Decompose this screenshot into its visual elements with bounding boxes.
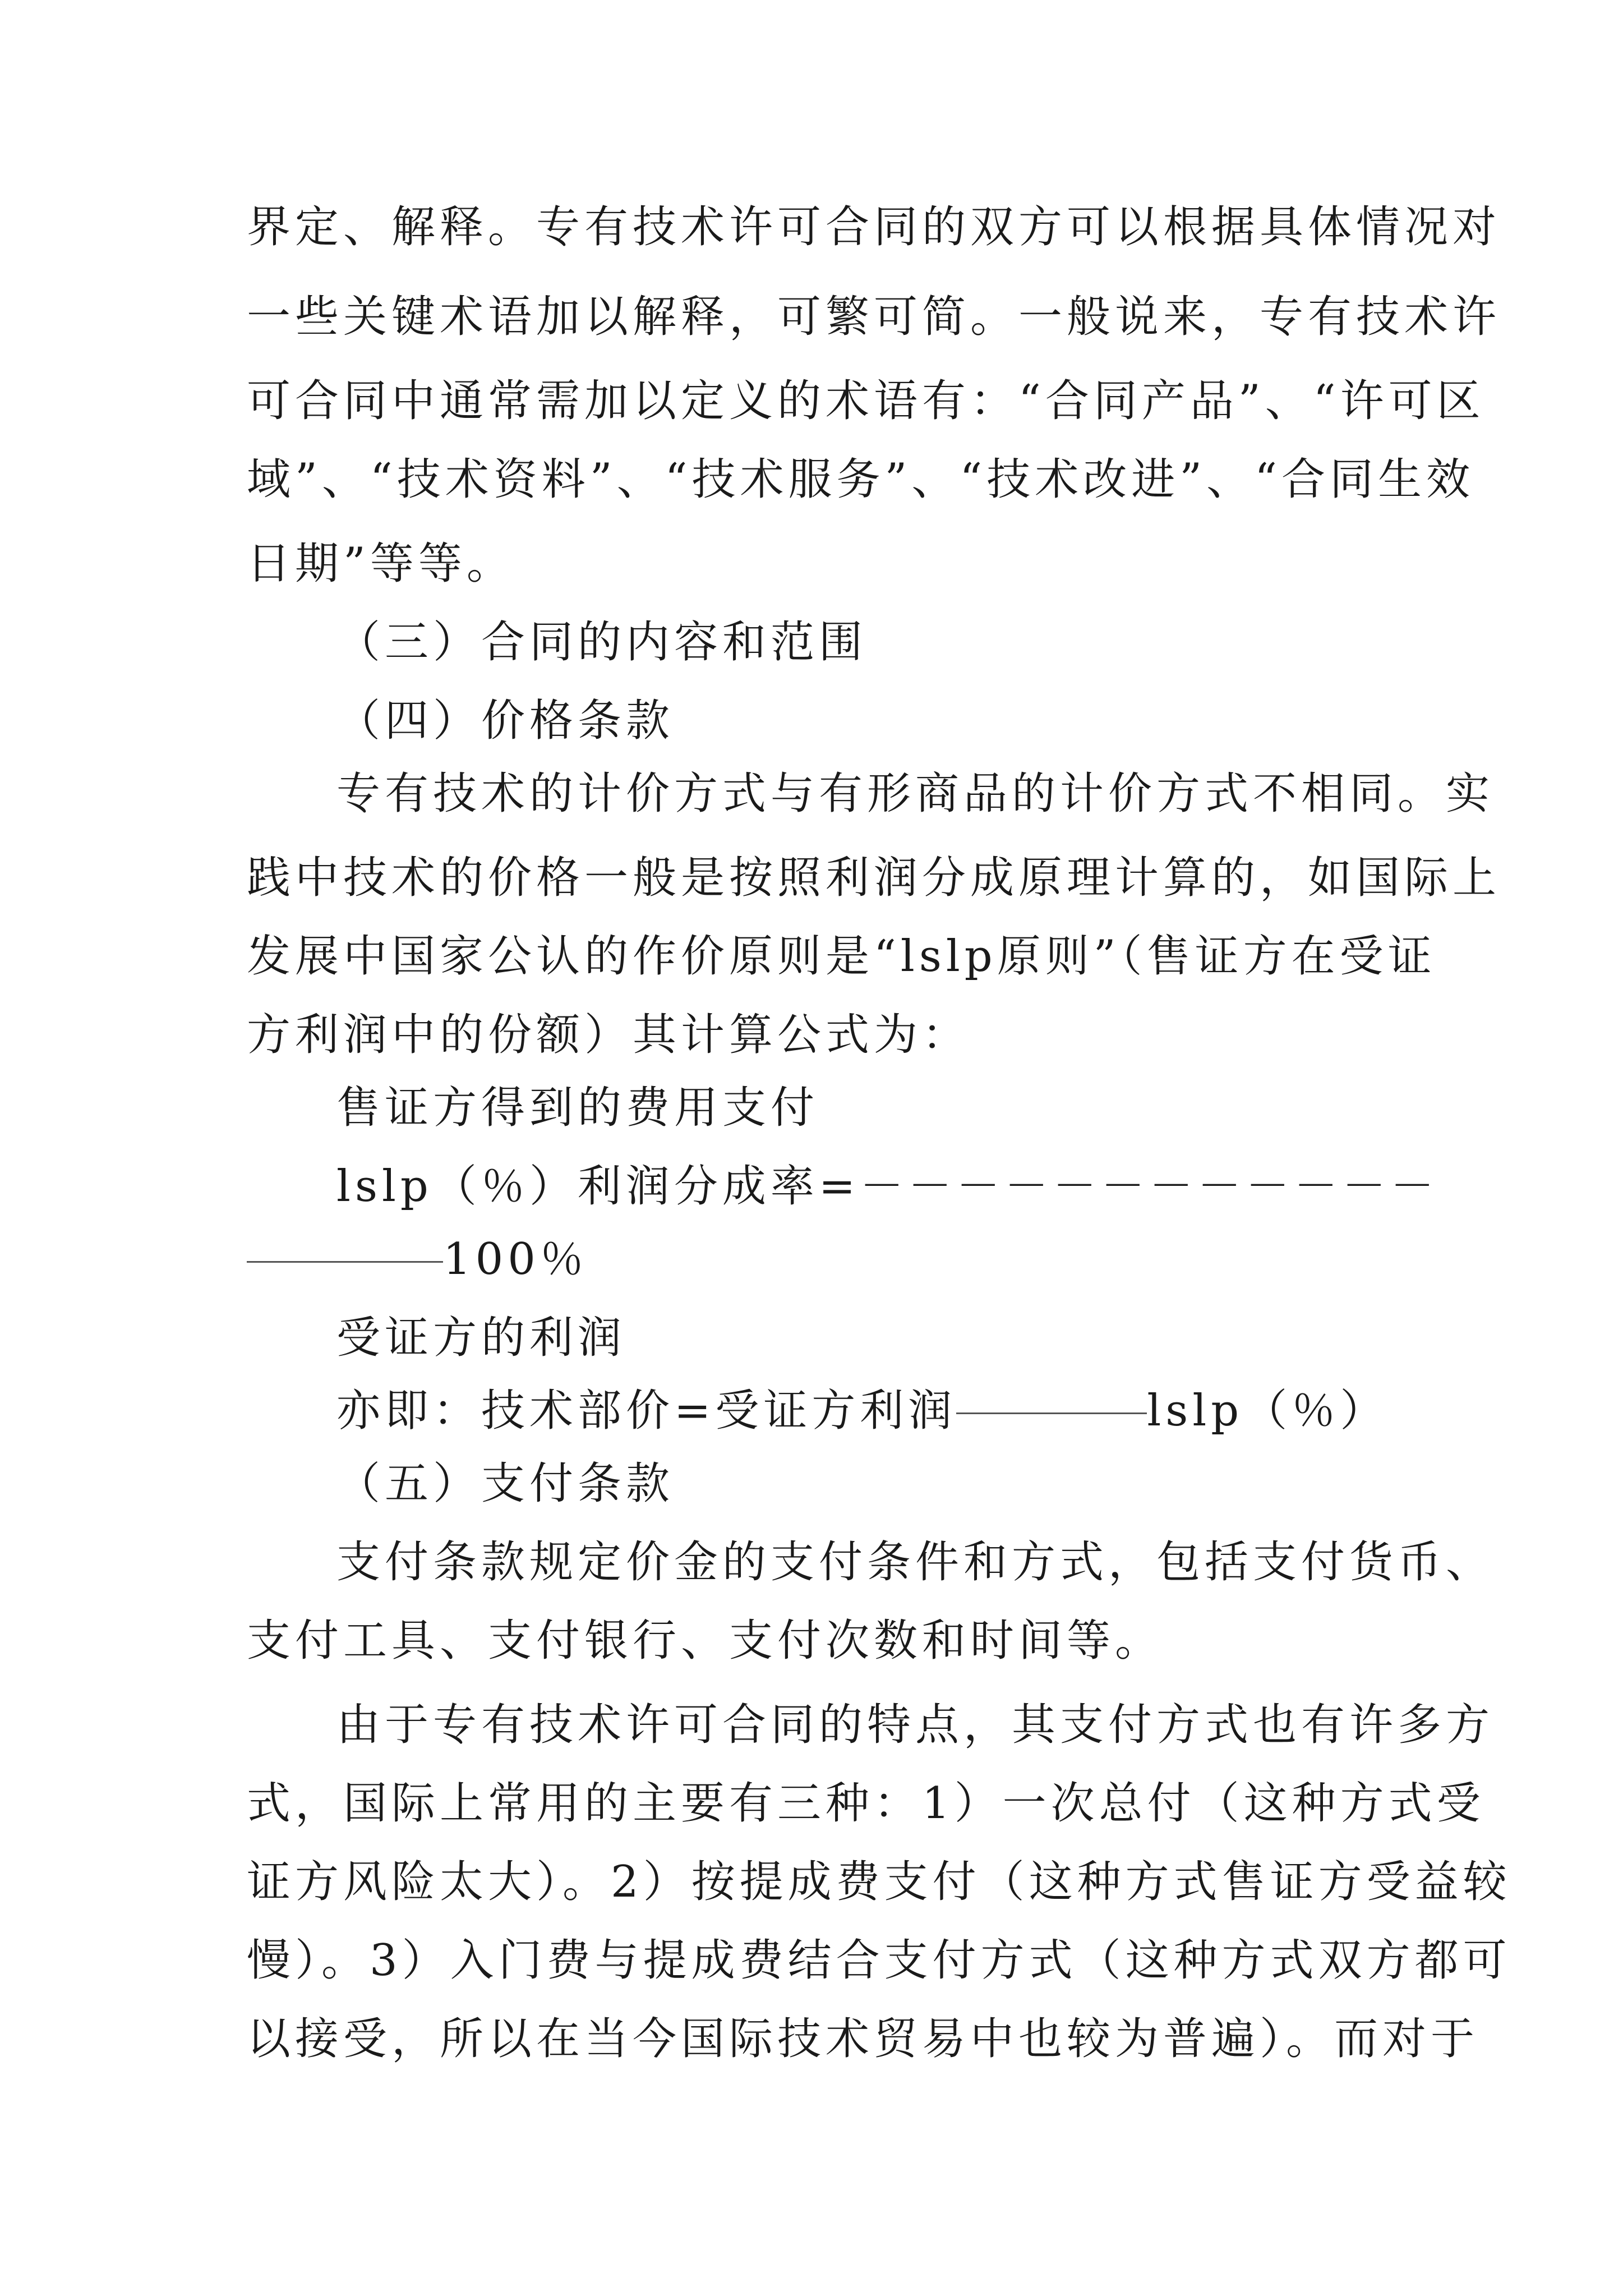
text-line: 域”、“技术资料”、“技术服务”、“技术改进”、“合同生效 [247, 454, 1475, 505]
section-heading: （三）合同的内容和范围 [336, 617, 868, 668]
text-line: 支付条款规定价金的支付条件和方式，包括支付货币、 [336, 1537, 1495, 1588]
formula-equivalent-rate: lslp（％） [1147, 1386, 1389, 1436]
formula-percent: 100％ [443, 1234, 588, 1285]
text-line: 界定、解释。专有技术许可合同的双方可以根据具体情况对 [247, 202, 1501, 252]
underline-blank [956, 1410, 1147, 1414]
text-line: 可合同中通常需加以定义的术语有：“合同产品”、“许可区 [247, 376, 1485, 426]
section-heading: （四）价格条款 [336, 696, 675, 746]
text-line: 践中技术的价格一般是按照利润分成原理计算的，如国际上 [247, 853, 1501, 903]
underline-blank [247, 1259, 443, 1263]
section-heading: （五）支付条款 [336, 1458, 675, 1509]
formula-denominator-line [247, 1217, 1391, 1301]
text-line: 一些关键术语加以解释，可繁可简。一般说来，专有技术许 [247, 292, 1501, 342]
text-line: 以接受，所以在当今国际技术贸易中也较为普遍）。而对于 [247, 2014, 1479, 2064]
formula-denominator: 受证方的利润 [336, 1313, 626, 1363]
text-line: 发展中国家公认的作价原则是“lslp原则”（售证方在受证 [247, 931, 1436, 982]
text-line: 专有技术的计价方式与有形商品的计价方式不相同。实 [336, 769, 1495, 819]
formula-line: lslp（％）利润分成率=－－－－－－－－－－－－ [336, 1161, 1439, 1212]
text-line: 由于专有技术许可合同的特点，其支付方式也有许多方 [336, 1700, 1495, 1750]
text-line: 慢）。3）入门费与提成费结合支付方式（这种方式双方都可 [247, 1935, 1511, 1986]
formula-equivalent-text: 亦即：技术部价=受证方利润 [336, 1386, 957, 1436]
text-line: 日期”等等。 [247, 539, 515, 589]
text-line: 方利润中的份额）其计算公式为： [247, 1010, 971, 1060]
text-line: 证方风险太大）。2）按提成费支付（这种方式售证方受益较 [247, 1857, 1511, 1907]
text-line: 支付工具、支付银行、支付次数和时间等。 [247, 1616, 1164, 1666]
formula-equivalent [336, 1369, 1391, 1453]
formula-numerator: 售证方得到的费用支付 [336, 1083, 819, 1133]
text-line: 式，国际上常用的主要有三种：1）一次总付（这种方式受 [247, 1778, 1485, 1829]
